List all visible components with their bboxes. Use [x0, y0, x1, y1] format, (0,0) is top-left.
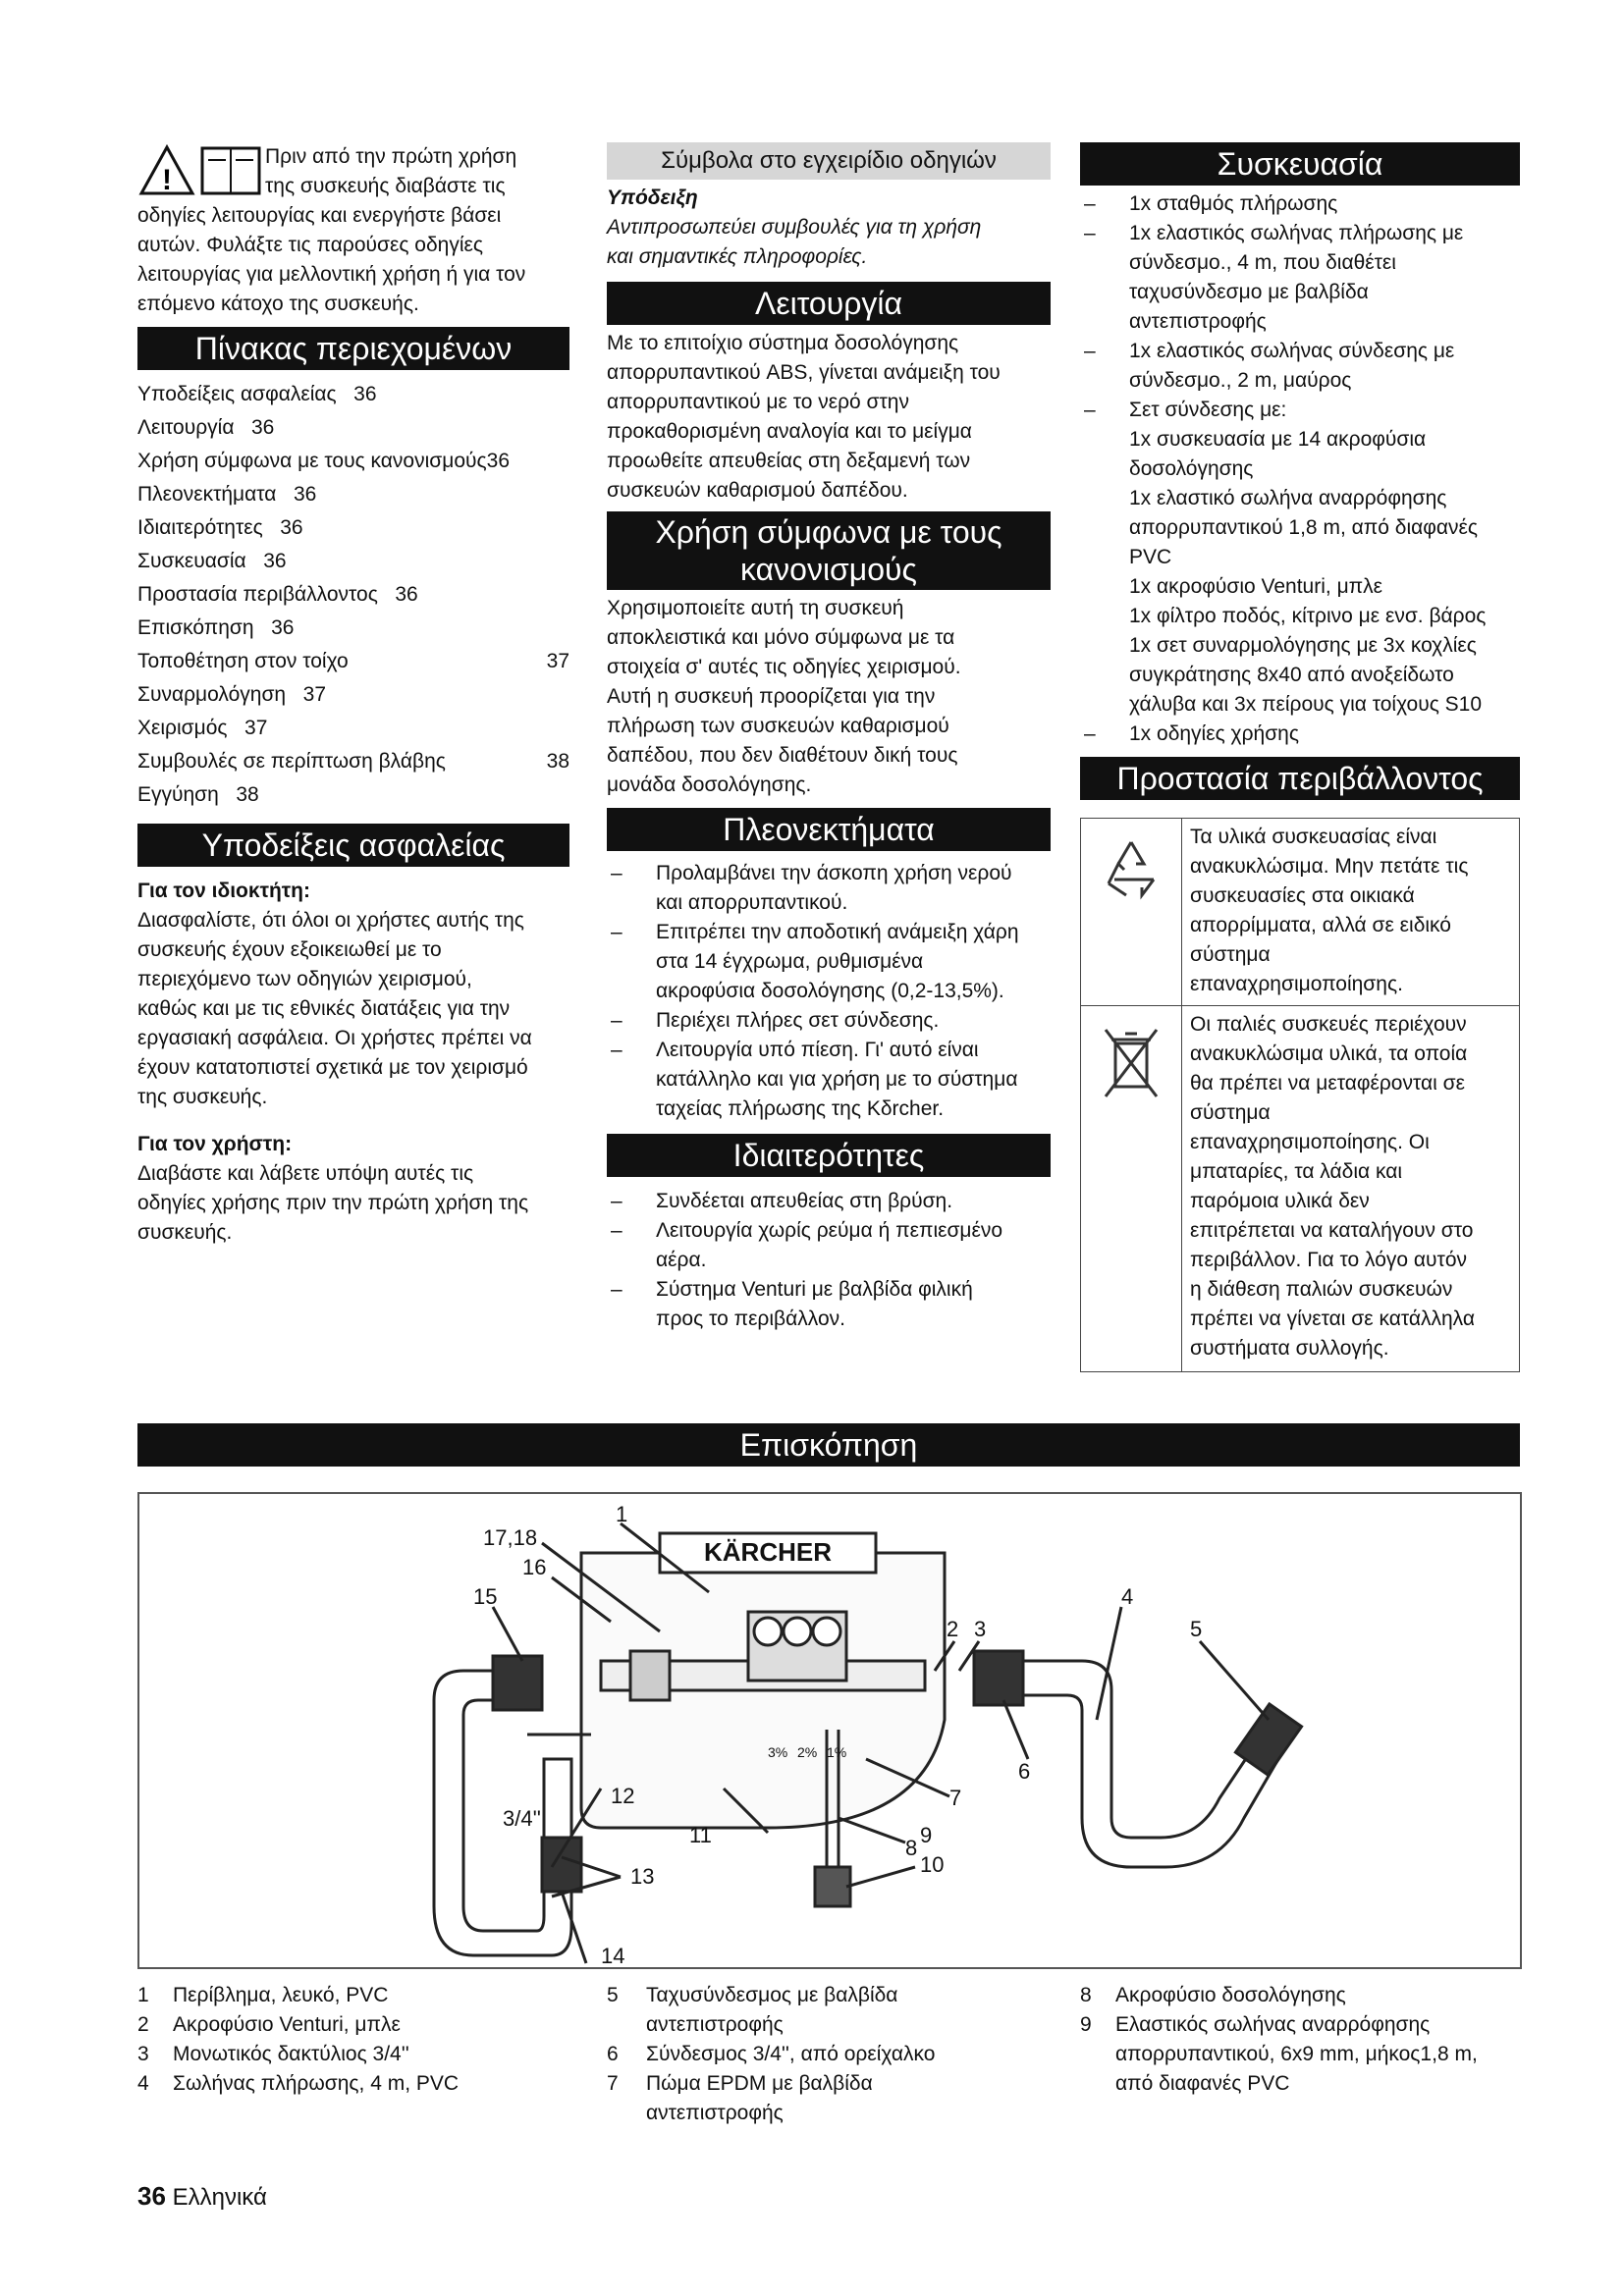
legend-item: 6 Σύνδεσμος 3/4'', από ορείχαλκο — [607, 2043, 936, 2065]
advantages-heading: Πλεονεκτήματα — [607, 808, 1051, 851]
owner-line: της συσκευής. — [137, 1086, 268, 1108]
overview-heading: Επισκόπηση — [137, 1423, 1520, 1467]
user-heading: Για τον χρήστη: — [137, 1133, 293, 1155]
callout-label: 10 — [920, 1852, 945, 1877]
list-item: – Λειτουργία χωρίς ρεύμα ή πεπιεσμένο αέρα. — [611, 1219, 1003, 1271]
intro-line: της συσκευής διαβάστε τις — [265, 175, 506, 197]
tap-body — [544, 1759, 571, 1838]
legend-item: 8 Ακροφύσιο δοσολόγησης — [1080, 1984, 1346, 2006]
intended-line: αποκλειστικά και μόνο σύμφωνα με τα — [607, 626, 955, 649]
coupling — [542, 1838, 581, 1892]
intro-line: Πριν από την πρώτη χρήση — [265, 145, 517, 168]
set-item: 1x φίλτρο ποδός, κίτρινο με ενσ. βάρος — [1129, 605, 1487, 627]
toc-entry[interactable]: Συσκευασία 36 — [137, 550, 287, 572]
advantages-list — [607, 859, 1051, 1124]
recycle-cell — [1081, 819, 1182, 1006]
list-item: – 1x ελαστικός σωλήνας σύνδεσης με σύνδεσμο., 2 m, μαύρος — [1084, 340, 1455, 392]
callout-label: 8 — [905, 1836, 918, 1860]
owner-line: Διασφαλίστε, ότι όλοι οι χρήστες αυτής της — [137, 909, 524, 932]
intro-line: οδηγίες λειτουργίας και ενεργήστε βάσει — [137, 204, 502, 227]
set-item: χάλυβα και 3x πείρους για τοίχους S10 — [1129, 693, 1483, 716]
brand-logo: KÄRCHER — [704, 1537, 832, 1567]
quick-coupling — [974, 1651, 1023, 1705]
toc-entry[interactable]: Προστασία περιβάλλοντος 36 — [137, 583, 418, 606]
intended-line: Αυτή η συσκευή προορίζεται για την — [607, 685, 936, 708]
list-item: – Σύστημα Venturi με βαλβίδα φιλική προς το περιβάλλον. — [611, 1278, 973, 1330]
callout-label: 4 — [1121, 1584, 1134, 1609]
leader-line — [846, 1867, 915, 1887]
user-line: οδηγίες χρήσης πριν την πρώτη χρήση της — [137, 1192, 529, 1214]
page-footer — [137, 2181, 267, 2212]
owner-line: περιεχόμενο των οδηγιών χειρισμού, — [137, 968, 472, 990]
package-list — [1080, 189, 1520, 425]
footer-language: Ελληνικά — [172, 2184, 267, 2211]
environment-heading: Προστασία περιβάλλοντος — [1080, 757, 1520, 800]
intended-use-heading: Χρήση σύμφωνα με τους κανονισμούς — [607, 511, 1051, 590]
features-list — [607, 1187, 1051, 1334]
svg-text:!: ! — [162, 164, 172, 196]
leader-line — [493, 1607, 522, 1661]
set-item: 1x συσκευασία με 14 ακροφύσια — [1129, 428, 1427, 451]
legend-item: 7 Πώμα EPDM με βαλβίδα αντεπιστροφής — [607, 2072, 873, 2124]
list-item: – 1x οδηγίες χρήσης — [1084, 722, 1299, 745]
owner-line: συσκευής έχουν εξοικειωθεί με το — [137, 938, 442, 961]
legend-item: 3 Μονωτικός δακτύλιος 3/4'' — [137, 2043, 409, 2065]
function-line: Με το επιτοίχιο σύστημα δοσολόγησης — [607, 332, 959, 354]
list-item: – Περιέχει πλήρες σετ σύνδεσης. — [611, 1009, 940, 1032]
toc-entry[interactable]: Χρήση σύμφωνα με τους κανονισμούς36 — [137, 450, 510, 472]
callout-label: 7 — [949, 1786, 962, 1810]
leader-line — [562, 1892, 586, 1963]
foot-filter — [815, 1867, 850, 1906]
owner-heading: Για τον ιδιοκτήτη: — [137, 880, 310, 902]
hose-nozzle — [1235, 1704, 1301, 1775]
toc-entry[interactable]: Επισκόπηση 36 — [137, 616, 295, 639]
set-item: PVC — [1129, 546, 1172, 568]
features-heading: Ιδιαιτερότητες — [607, 1134, 1051, 1177]
set-item: συγκράτησης 8x40 από ανοξείδωτο — [1129, 664, 1454, 686]
set-item: 1x σετ συναρμολόγησης με 3x κοχλίες — [1129, 634, 1477, 657]
intended-line: δαπέδου, που δεν διαθέτουν δική τους — [607, 744, 958, 767]
intro-line: αυτών. Φυλάξτε τις παρούσες οδηγίες — [137, 234, 483, 256]
toc-entry[interactable]: Πλεονεκτήματα 36 — [137, 483, 317, 506]
set-item: 1x ελαστικό σωλήνα αναρρόφησης — [1129, 487, 1447, 509]
safety-heading: Υποδείξεις ασφαλείας — [137, 824, 569, 867]
package-heading: Συσκευασία — [1080, 142, 1520, 186]
leader-line — [1097, 1607, 1121, 1720]
legend-item: 5 Ταχυσύνδεσμος με βαλβίδα αντεπιστροφής — [607, 1984, 898, 2036]
leader-line — [1200, 1641, 1269, 1720]
owner-line: εργασιακή ασφάλεια. Οι χρήστες πρέπει να — [137, 1027, 532, 1049]
intro-line: λειτουργίας για μελλοντική χρήση ή για τον — [137, 263, 526, 286]
hint-heading: Υπόδειξη — [607, 187, 698, 209]
function-line: συσκευών καθαρισμού δαπέδου. — [607, 479, 908, 502]
legend-item: 1 Περίβλημα, λευκό, PVC — [137, 1984, 389, 2006]
column-3 — [1080, 142, 1520, 1372]
legend-item: 9 Ελαστικός σωλήνας αναρρόφησης απορρυπαντικού, 6x9 mm, μήκος1,8 m, από διαφανές PVC — [1080, 2013, 1478, 2095]
warning-manual-icon — [137, 142, 265, 199]
knob-label: 1% — [827, 1744, 847, 1760]
callout-label: 11 — [689, 1823, 712, 1847]
table-of-contents — [137, 378, 569, 812]
toc-entry[interactable]: Συμβουλές σε περίπτωση βλάβης 38 — [137, 750, 569, 773]
list-item: – Σετ σύνδεσης με: — [1084, 399, 1287, 421]
callout-label: 3/4'' — [503, 1806, 541, 1831]
legend-column-1 — [137, 1981, 569, 2099]
legend-item: 2 Ακροφύσιο Venturi, μπλε — [137, 2013, 401, 2036]
knob — [784, 1618, 811, 1645]
function-line: απορρυπαντικού ABS, γίνεται ανάμειξη του — [607, 361, 1001, 384]
dispose-text: Οι παλιές συσκευές περιέχουν ανακυκλώσιμα υλικά, τα οποία θα πρέπει να μεταφέρονται σε σύστημα επαναχρησιμοποίησης. Οι μπαταρίες, τα λάδια και παρόμοια υλικά δεν επιτρέπεται να καταλήγουν στο περιβάλλον. Για το λόγο αυτόν η διάθεση παλιών συσκευών πρέπει να γίνεται σε κατάλληλα συστήματα συλλογής. — [1182, 1006, 1520, 1372]
toc-entry[interactable]: Συναρμολόγηση 37 — [137, 683, 326, 706]
column-2 — [607, 142, 1051, 1334]
owner-line: καθώς και με τις εθνικές διατάξεις για την — [137, 997, 511, 1020]
table-row — [1081, 1006, 1520, 1372]
callout-label: 13 — [630, 1864, 655, 1889]
callout-label: 16 — [522, 1555, 547, 1579]
hint-line: Αντιπροσωπεύει συμβουλές για τη χρήση — [607, 216, 982, 239]
package-list-end — [1080, 720, 1520, 749]
list-item: – Επιτρέπει την αποδοτική ανάμειξη χάρη στα 14 έγχρωμα, ρυθμισμένα ακροφύσια δοσολόγησης (0,2-13,5%). — [611, 921, 1019, 1002]
intended-line: μονάδα δοσολόγησης. — [607, 774, 812, 796]
knob-label: 3% — [768, 1744, 788, 1760]
bin-cell — [1081, 1006, 1182, 1372]
filling-hose — [1023, 1695, 1278, 1867]
knob-label: 2% — [797, 1744, 818, 1760]
toc-entry[interactable]: Ιδιαιτερότητες 36 — [137, 516, 303, 539]
toc-heading: Πίνακας περιεχομένων — [137, 327, 569, 370]
overview-diagram — [137, 1492, 1522, 1969]
list-item: – 1x ελαστικός σωλήνας πλήρωσης με σύνδεσμο., 4 m, που διαθέτει ταχυσύνδεσμο με βαλβίδα αντεπιστροφής — [1084, 222, 1464, 333]
callout-label: 15 — [473, 1584, 498, 1609]
callout-label: 9 — [920, 1823, 933, 1847]
user-line: Διαβάστε και λάβετε υπόψη αυτές τις — [137, 1162, 474, 1185]
overview-drawing — [139, 1494, 1520, 1967]
list-item: – Συνδέεται απευθείας στη βρύση. — [611, 1190, 953, 1212]
environment-table — [1080, 818, 1520, 1372]
filling-hose — [1023, 1661, 1259, 1838]
function-line: προκαθορισμένη αναλογία και το μείγμα — [607, 420, 972, 443]
legend-column-2 — [607, 1981, 1051, 2128]
intro-line: επόμενο κάτοχο της συσκευής. — [137, 293, 419, 315]
list-item: – 1x σταθμός πλήρωσης — [1084, 192, 1338, 215]
intended-line: πλήρωση των συσκευών καθαρισμού — [607, 715, 949, 737]
callout-label: 6 — [1018, 1759, 1031, 1784]
crossed-bin-icon — [1102, 1024, 1161, 1102]
knob — [813, 1618, 840, 1645]
callout-label: 12 — [611, 1784, 635, 1808]
toc-entry[interactable]: Εγγύηση 38 — [137, 783, 259, 806]
list-item: – Προλαμβάνει την άσκοπη χρήση νερού και απορρυπαντικού. — [611, 862, 1012, 914]
function-line: απορρυπαντικού με το νερό στην — [607, 391, 909, 413]
intended-line: Χρησιμοποιείτε αυτή τη συσκευή — [607, 597, 904, 619]
recycle-text: Τα υλικά συσκευασίας είναι ανακυκλώσιμα. Μην πετάτε τις συσκευασίες στα οικιακά απορρίμματα, αλλά σε ειδικό σύστημα επαναχρησιμοποίησης. — [1182, 819, 1520, 1006]
owner-line: έχουν κατατοπιστεί σχετικά με τον χειρισμό — [137, 1056, 528, 1079]
recycle-icon — [1097, 834, 1165, 903]
legend-item: 4 Σωλήνας πλήρωσης, 4 m, PVC — [137, 2072, 460, 2095]
coupling — [493, 1656, 542, 1710]
knob — [754, 1618, 782, 1645]
legend-column-3 — [1080, 1981, 1520, 2099]
function-heading: Λειτουργία — [607, 282, 1051, 325]
toc-entry[interactable]: Τοποθέτηση στον τοίχο 37 — [137, 650, 569, 672]
toc-entry[interactable]: Υποδείξεις ασφαλείας 36 — [137, 383, 377, 405]
callout-label: 2 — [947, 1617, 959, 1641]
leader-line — [839, 1818, 905, 1842]
intended-line: στοιχεία σ' αυτές τις οδηγίες χειρισμού. — [607, 656, 961, 678]
page-number: 36 — [137, 2181, 166, 2211]
toc-entry[interactable]: Χειρισμός 37 — [137, 717, 268, 739]
toc-entry[interactable]: Λειτουργία 36 — [137, 416, 275, 439]
callout-label: 5 — [1190, 1617, 1203, 1641]
column-1 — [137, 142, 569, 1248]
set-item: δοσολόγησης — [1129, 457, 1254, 480]
callout-label: 14 — [601, 1944, 625, 1967]
inlet-coupling — [630, 1651, 670, 1700]
list-item: – Λειτουργία υπό πίεση. Γι' αυτό είναι κατάλληλο και για χρήση με το σύστημα ταχείας πλήρωσης της Kδrcher. — [611, 1039, 1018, 1120]
symbols-heading: Σύμβολα στο εγχειρίδιο οδηγιών — [607, 142, 1051, 180]
callout-label: 3 — [974, 1617, 987, 1641]
leader-line — [1003, 1700, 1028, 1759]
table-row — [1081, 819, 1520, 1006]
set-item: απορρυπαντικού 1,8 m, από διαφανές — [1129, 516, 1478, 539]
intro-header — [137, 142, 569, 201]
function-line: προωθείτε απευθείας στη δεξαμενή των — [607, 450, 971, 472]
set-item: 1x ακροφύσιο Venturi, μπλε — [1129, 575, 1383, 598]
hint-line: και σημαντικές πληροφορίες. — [607, 245, 868, 268]
callout-label: 1 — [616, 1502, 628, 1526]
callout-label: 17,18 — [483, 1525, 538, 1550]
user-line: συσκευής. — [137, 1221, 233, 1244]
